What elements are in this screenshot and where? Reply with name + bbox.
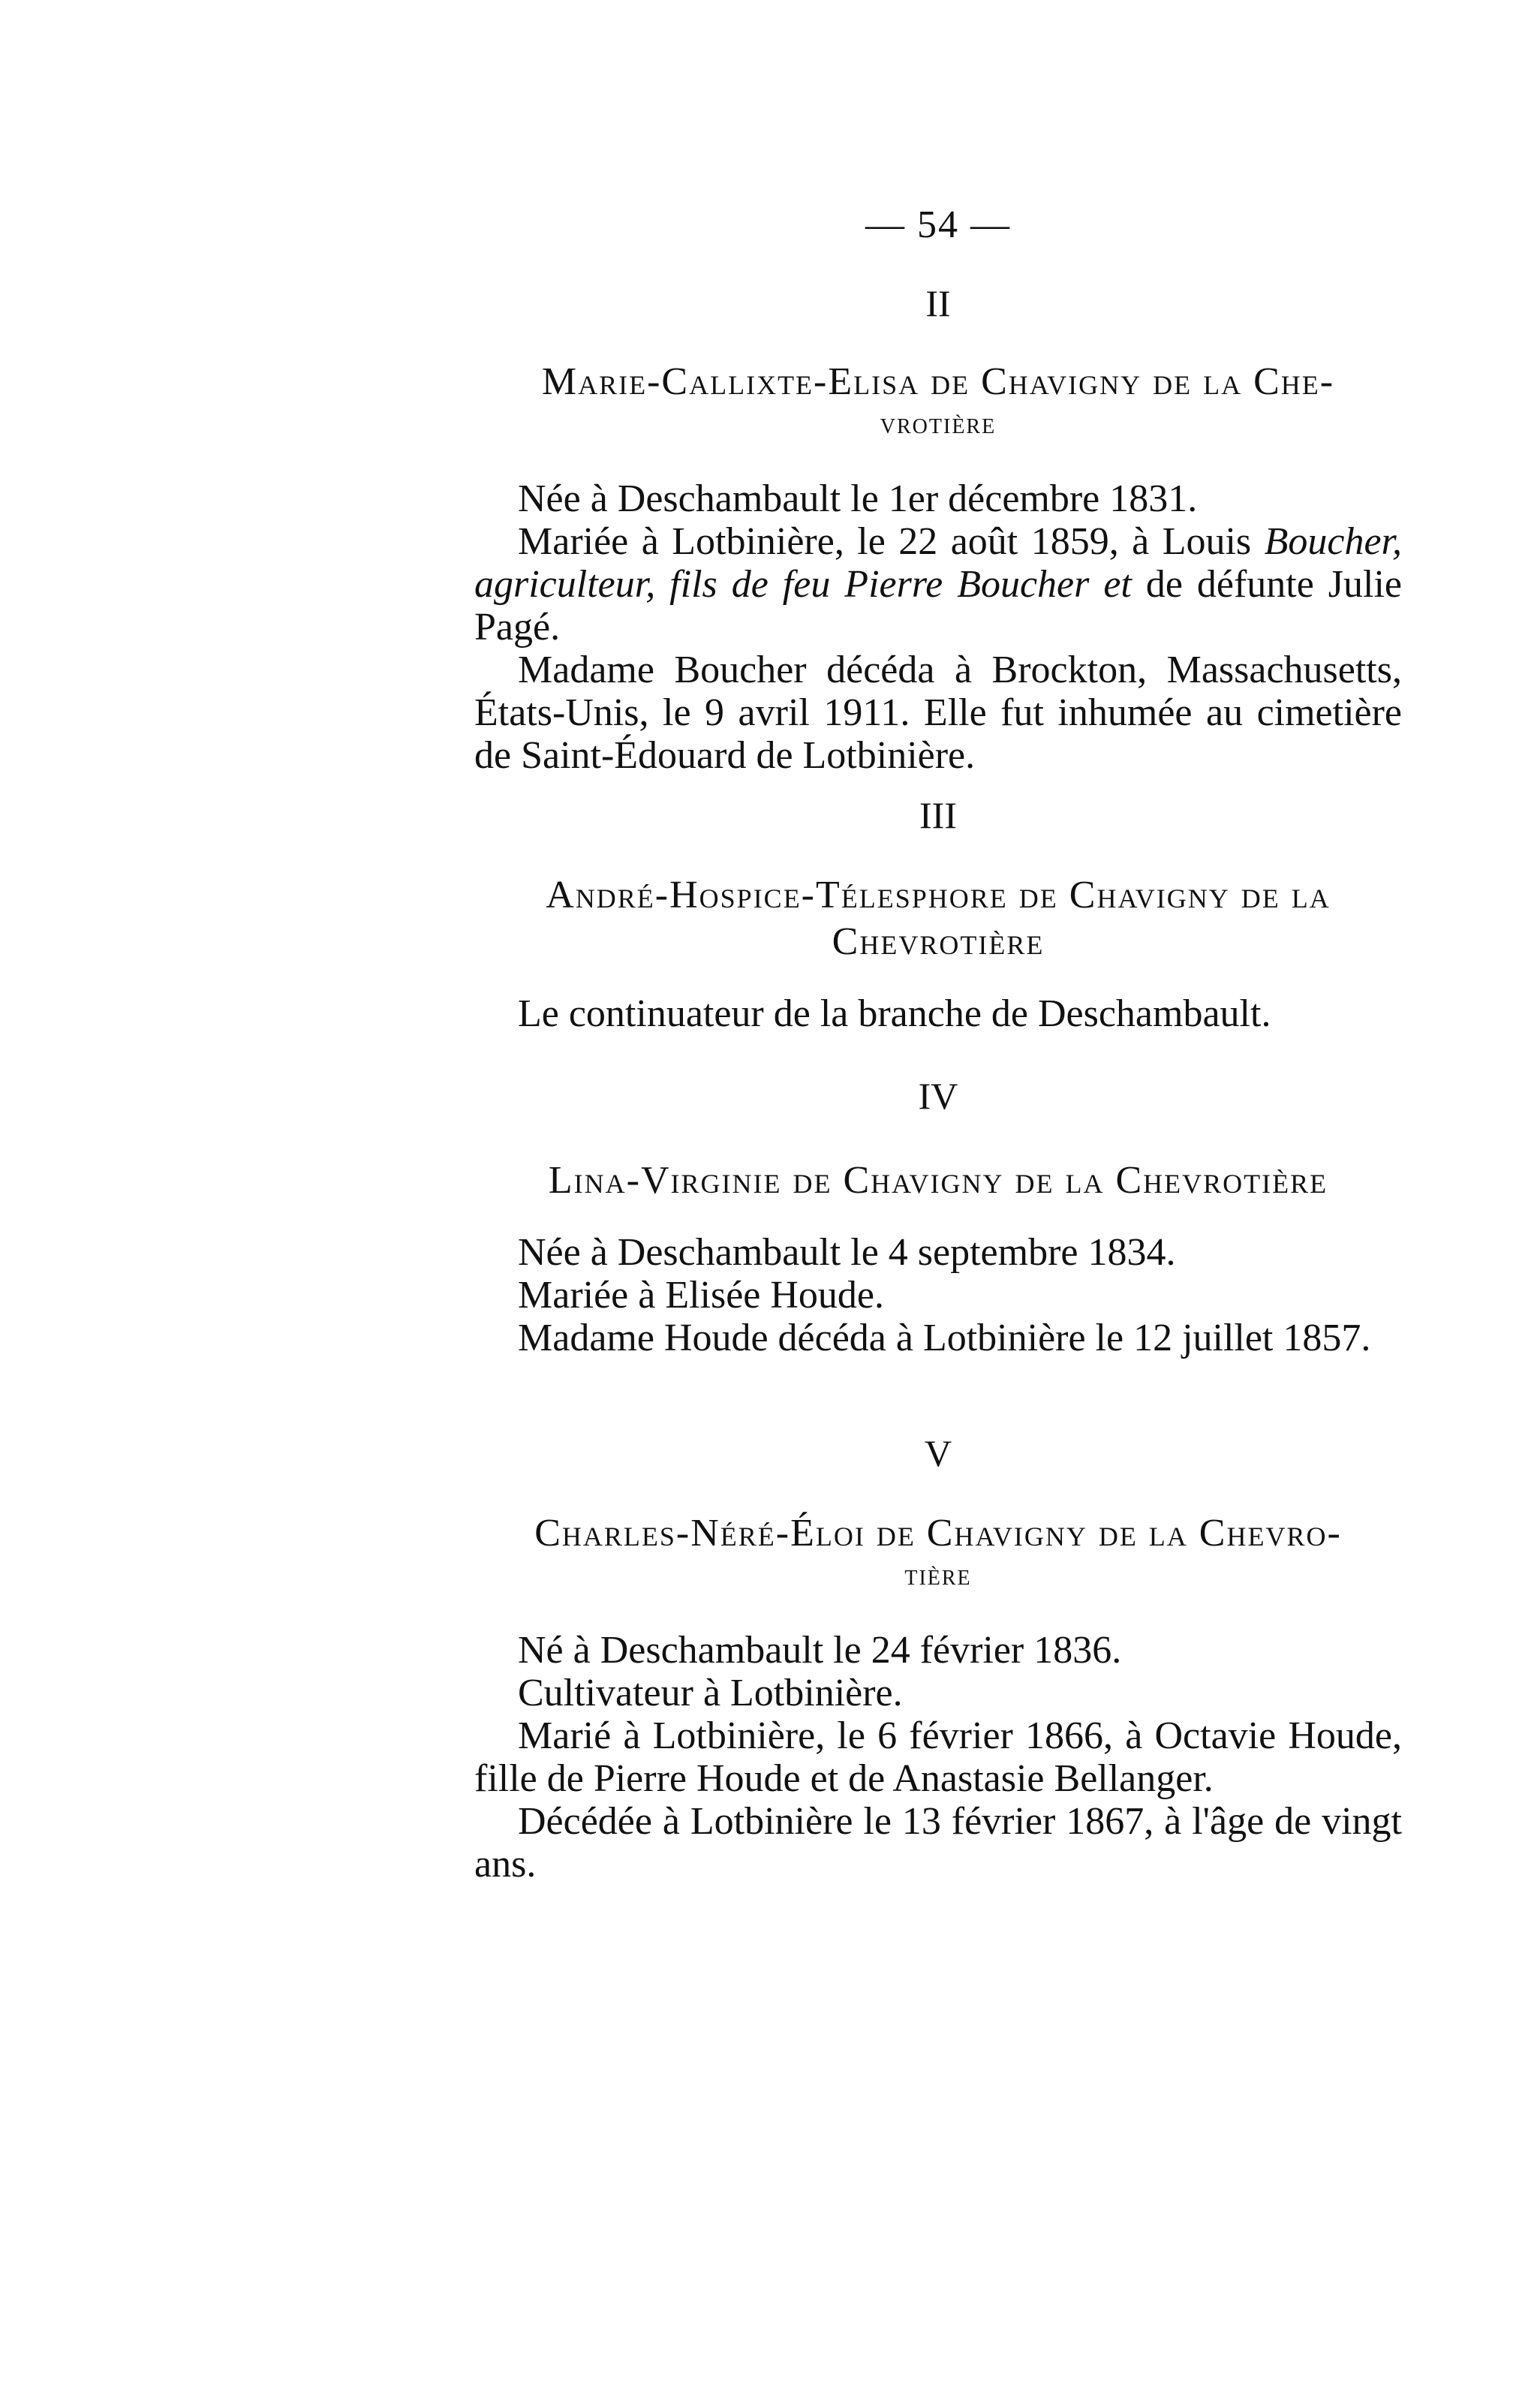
- section-heading-ii: [474, 359, 1402, 441]
- section-numeral-ii: II: [925, 282, 951, 324]
- paragraph: [474, 520, 1402, 649]
- heading-line: Lina-Virginie de Chavigny de la Chevrotière: [548, 1159, 1328, 1202]
- paragraph-text: Mariée à Lotbinière, le 22 août 1859, à Louis: [518, 520, 1252, 563]
- section-body-iii: [474, 992, 1402, 1035]
- paragraph-italic-text: Boucher, agriculteur, fils de feu Pierre Boucher et: [474, 520, 1403, 606]
- paragraph: Madame Houde décéda à Lotbinière le 12 juillet 1857.: [518, 1317, 1371, 1359]
- heading-line: tière: [904, 1558, 972, 1591]
- section-numeral-iv: IV: [918, 1075, 958, 1117]
- heading-line: André-Hospice-Télesphore de Chavigny de la: [546, 874, 1331, 917]
- section-numeral-v: V: [924, 1432, 952, 1474]
- heading-line: Marie-Callixte-Elisa de Chavigny de la Che-: [541, 360, 1335, 403]
- paragraph: Née à Deschambault le 4 septembre 1834.: [518, 1231, 1176, 1274]
- section-body-iv: [474, 1231, 1402, 1359]
- section-heading-v: [474, 1510, 1402, 1593]
- paragraph: Mariée à Elisée Houde.: [518, 1274, 885, 1317]
- paragraph: Cultivateur à Lotbinière.: [518, 1672, 903, 1714]
- section-numeral-iii: III: [919, 794, 957, 836]
- paragraph: Marié à Lotbinière, le 6 février 1866, à Octavie Houde, fille de Pierre Houde et de Anastasie Bellanger.: [474, 1714, 1402, 1800]
- paragraph-text: de défunte Julie Pagé.: [474, 563, 1403, 649]
- heading-line: Charles-Néré-Éloi de Chavigny de la Chevro-: [534, 1512, 1342, 1555]
- page-number: — 54 —: [865, 203, 1011, 246]
- paragraph: Madame Boucher décéda à Brockton, Massachusetts, États-Unis, le 9 avril 1911. Elle fut inhumée au cimetière de Saint-Édouard de Lotbinière.: [474, 649, 1402, 777]
- paragraph: Né à Deschambault le 24 février 1836.: [518, 1629, 1122, 1672]
- section-heading-iv: [474, 1157, 1402, 1204]
- paragraph: Née à Deschambault le 1er décembre 1831.: [518, 477, 1198, 520]
- paragraph: Le continuateur de la branche de Deschambault.: [518, 992, 1271, 1035]
- paragraph: Décédée à Lotbinière le 13 février 1867, à l'âge de vingt ans.: [474, 1800, 1402, 1886]
- section-body-v: [474, 1629, 1402, 1886]
- section-heading-iii: [474, 872, 1402, 965]
- heading-line: vrotière: [880, 406, 997, 440]
- section-body-ii: [474, 477, 1402, 777]
- heading-line: Chevrotière: [832, 920, 1045, 963]
